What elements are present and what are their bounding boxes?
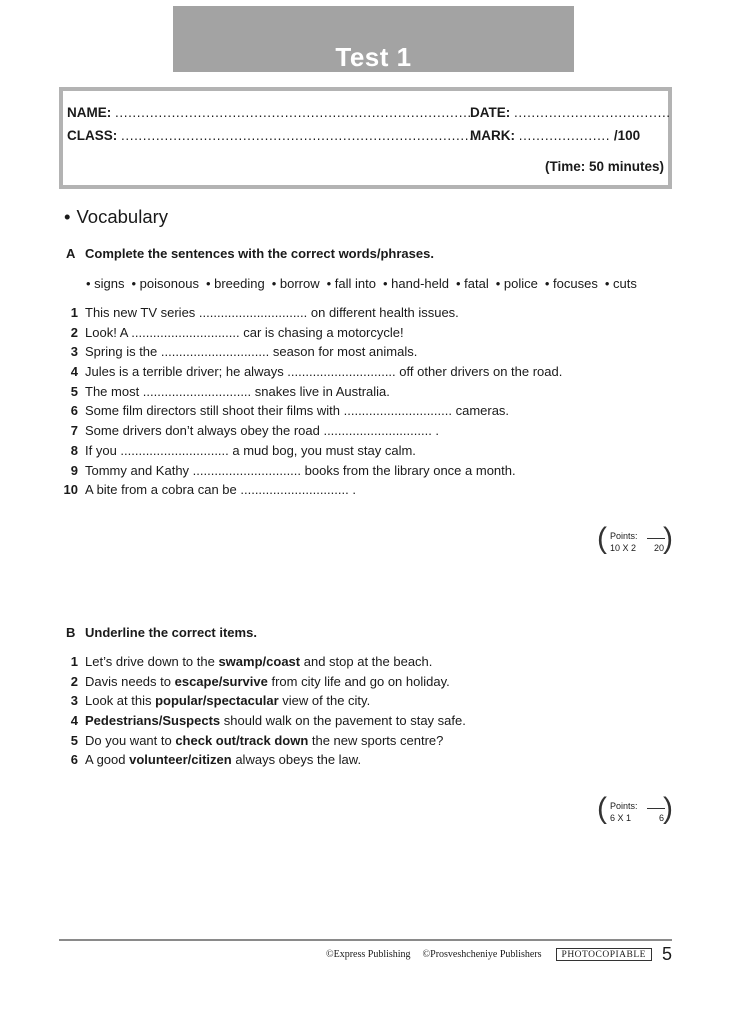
option-separator: / (187, 752, 192, 768)
item-number: 4 (70, 364, 78, 380)
name-field[interactable]: .................................................................................. (115, 105, 472, 120)
task-b-item (58, 750, 466, 770)
task-a-item (58, 303, 562, 323)
option-separator: / (236, 732, 240, 748)
points-open-paren: ( (597, 792, 607, 825)
option-1[interactable]: Pedestrians (85, 713, 159, 729)
option-2[interactable]: survive (222, 673, 268, 689)
test-title-bar (173, 6, 574, 72)
word-bank-item: • poisonous (131, 276, 199, 291)
task-a-items (58, 303, 562, 500)
footer-divider (59, 939, 672, 941)
class-field[interactable]: .................................................................................. (121, 128, 478, 143)
item-text-before: Look at this (85, 693, 156, 709)
task-a-item (58, 382, 562, 402)
item-number: 3 (70, 344, 78, 360)
word-bank-item: • borrow (271, 276, 320, 291)
option-2[interactable]: spectacular (206, 693, 279, 709)
task-b-item (58, 691, 466, 711)
option-1[interactable]: check out (175, 732, 237, 748)
item-text-before: A good (85, 752, 130, 768)
item-sentence[interactable]: Some drivers don’t always obey the road .............................. . (85, 423, 440, 439)
task-a-title (66, 246, 434, 261)
task-a-item (58, 362, 562, 382)
word-bank-item: • fall into (326, 276, 376, 291)
points-calc: 6 X 1 (610, 813, 632, 823)
task-b-item (58, 652, 466, 672)
section-bullet: • (64, 206, 71, 227)
option-1[interactable]: volunteer (129, 752, 188, 768)
task-b-item (58, 731, 466, 751)
test-title: Test 1 (335, 42, 412, 72)
task-a-item (58, 342, 562, 362)
option-separator: / (158, 713, 163, 729)
item-sentence[interactable]: A bite from a cobra can be .............................. . (85, 482, 356, 498)
photocopiable-badge: PHOTOCOPIABLE (556, 948, 652, 961)
section-heading-vocabulary (64, 206, 168, 228)
option-2[interactable]: Suspects (162, 713, 221, 729)
option-2[interactable]: track down (239, 732, 309, 748)
time-limit: (Time: 50 minutes) (544, 159, 664, 174)
date-row (470, 105, 671, 120)
mark-label: MARK: (470, 128, 515, 143)
mark-row (470, 128, 640, 143)
option-2[interactable]: citizen (191, 752, 232, 768)
page-number: 5 (661, 944, 672, 964)
points-open-paren: ( (597, 522, 607, 555)
task-a-instruction: Complete the sentences with the correct words/phrases. (85, 246, 434, 261)
word-bank-item: • signs (86, 276, 125, 291)
item-text-after: always obeys the law. (231, 752, 362, 768)
item-text-after: view of the city. (278, 693, 371, 709)
task-b-title (66, 625, 257, 640)
item-number: 1 (70, 654, 78, 669)
option-separator: / (262, 654, 267, 669)
option-1[interactable]: escape (174, 673, 219, 689)
item-sentence[interactable]: Tommy and Kathy .............................. books from the library once a month. (85, 462, 516, 478)
option-separator: / (202, 693, 207, 709)
task-b-instruction: Underline the correct items. (85, 625, 257, 640)
mark-total: /100 (613, 128, 641, 143)
name-label: NAME: (67, 105, 112, 120)
task-a-item (58, 461, 562, 481)
word-bank-item: • police (495, 276, 538, 291)
item-text-before: Let’s drive down to the (85, 654, 219, 669)
item-text-before: Do you want to (85, 732, 176, 748)
item-number: 5 (70, 732, 78, 748)
item-text-after: from city life and go on holiday. (267, 673, 450, 689)
task-a-points (597, 522, 673, 557)
option-separator: / (218, 673, 223, 689)
task-a-item (58, 480, 562, 500)
word-bank-item: • breeding (205, 276, 265, 291)
points-total: 20 (653, 543, 664, 553)
item-sentence[interactable]: Spring is the .............................. season for most animals. (85, 344, 418, 360)
item-sentence[interactable]: Jules is a terrible driver; he always .............................. off other drivers on the road. (85, 364, 563, 380)
task-b-letter: B (66, 625, 76, 640)
points-label: Points: (610, 801, 638, 811)
item-number: 8 (70, 442, 78, 458)
item-sentence[interactable]: If you .............................. a mud bog, you must stay calm. (85, 442, 416, 458)
item-number: 10 (63, 482, 78, 498)
task-b-item (58, 672, 466, 692)
word-bank (86, 276, 637, 291)
publisher-prosveshcheniye: ©Prosveshcheniye Publishers (422, 949, 542, 960)
task-b-items (58, 652, 466, 770)
task-a-item (58, 421, 562, 441)
points-label: Points: (610, 531, 638, 541)
option-1[interactable]: popular (155, 693, 203, 709)
date-label: DATE: (470, 105, 511, 120)
word-bank-item: • hand-held (382, 276, 449, 291)
item-number: 2 (70, 673, 78, 689)
student-info-box (59, 87, 672, 189)
class-label: CLASS: (67, 128, 118, 143)
task-b-points (597, 792, 673, 827)
item-sentence[interactable]: The most .............................. snakes live in Australia. (85, 383, 390, 399)
item-number: 2 (70, 324, 78, 340)
points-close-paren: ) (663, 522, 673, 555)
points-close-paren: ) (663, 792, 673, 825)
task-a-item (58, 323, 562, 343)
option-2[interactable]: coast (266, 654, 301, 669)
points-total: 6 (658, 813, 664, 823)
task-a-letter: A (66, 246, 76, 261)
word-bank-item: • cuts (604, 276, 637, 291)
item-sentence[interactable]: Look! A .............................. car is chasing a motorcycle! (85, 324, 404, 340)
word-bank-item: • focuses (544, 276, 598, 291)
name-row (67, 105, 472, 120)
task-a-item (58, 441, 562, 461)
item-text-before: Davis needs to (85, 673, 175, 689)
item-sentence[interactable]: Some film directors still shoot their films with .............................. cameras. (85, 403, 510, 419)
task-b-item (58, 711, 466, 731)
mark-field[interactable]: ..................... (518, 128, 611, 143)
item-number: 5 (70, 383, 78, 399)
item-sentence[interactable]: This new TV series .............................. on different health issues. (85, 305, 459, 320)
item-number: 3 (70, 693, 78, 709)
item-number: 7 (70, 423, 78, 439)
item-text-after: the new sports centre? (308, 732, 444, 748)
option-1[interactable]: swamp (218, 654, 263, 669)
item-number: 1 (70, 305, 78, 320)
points-calc: 10 X 2 (610, 543, 637, 553)
footer (326, 944, 672, 965)
word-bank-item: • fatal (455, 276, 489, 291)
publisher-express: ©Express Publishing (326, 949, 411, 960)
item-number: 6 (70, 403, 78, 419)
item-number: 6 (70, 752, 78, 768)
task-a-item (58, 401, 562, 421)
item-number: 4 (70, 713, 78, 729)
item-text-after: should walk on the pavement to stay safe. (220, 713, 466, 729)
item-number: 9 (70, 462, 78, 478)
date-field[interactable]: .................................... (514, 105, 671, 120)
section-title: Vocabulary (76, 206, 169, 227)
item-text-after: and stop at the beach. (300, 654, 433, 669)
class-row (67, 128, 478, 143)
